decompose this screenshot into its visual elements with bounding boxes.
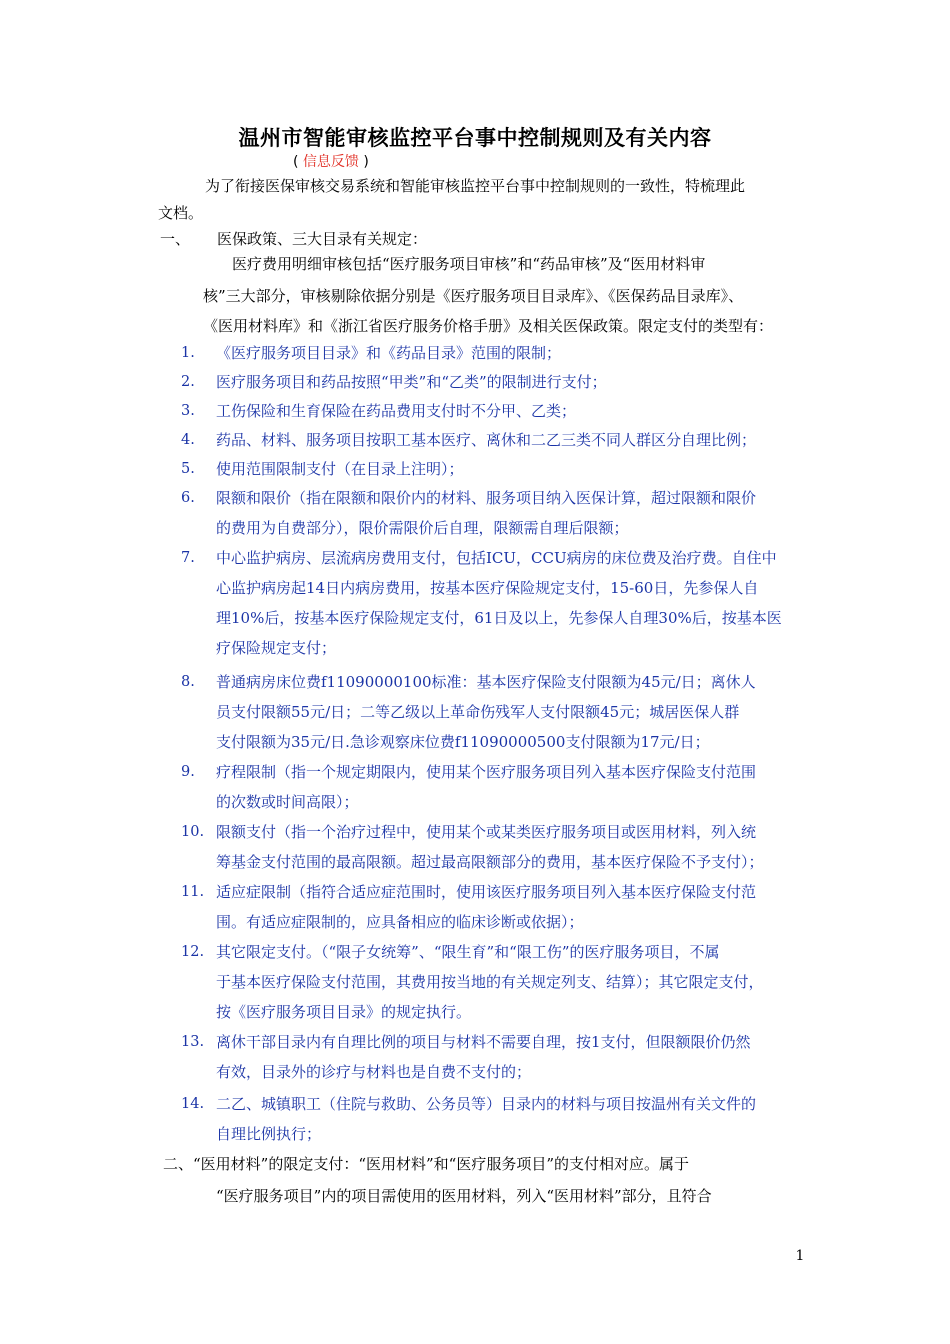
list-item-text: 二乙、城镇职工（住院与救助、公务员等）目录内的材料与项目按温州有关文件的 <box>216 1095 757 1113</box>
list-item-text: 其它限定支付。（“限子女统筹”、“限生育”和“限工伤”的医疗服务项目，不属 <box>216 943 720 961</box>
section-number: 一、 <box>160 230 191 248</box>
list-item-text: 疗保险规定支付； <box>216 639 337 657</box>
section2-line: 二、“医用材料”的限定支付：“医用材料”和“医疗服务项目”的支付相对应。属于 <box>163 1155 690 1173</box>
list-item-number: 3. <box>181 403 195 419</box>
list-item-text: 于基本医疗保险支付范围，其费用按当地的有关规定列支、结算）；其它限定支付， <box>216 973 764 991</box>
list-item-number: 10. <box>181 824 205 840</box>
list-item-text: 中心监护病房、层流病房费用支付，包括ICU，CCU病房的床位费及治疗费。自住中 <box>216 549 777 567</box>
list-item-text: 使用范围限制支付（在目录上注明）； <box>216 460 464 478</box>
list-item-number: 13. <box>181 1034 205 1050</box>
paragraph-line: 核”三大部分，审核剔除依据分别是《医疗服务项目目录库》、《医保药品目录库》、 <box>203 287 744 305</box>
list-item-text: 理10%后，按基本医疗保险规定支付，61日及以上，先参保人自理30%后，按基本医 <box>216 609 782 627</box>
list-item-text: 药品、材料、服务项目按职工基本医疗、离休和二乙三类不同人群区分自理比例； <box>216 431 757 449</box>
list-item-number: 5. <box>181 461 195 477</box>
list-item-number: 12. <box>181 944 205 960</box>
paragraph-line: 医疗费用明细审核包括“医疗服务项目审核”和“药品审核”及“医用材料审 <box>232 255 706 273</box>
list-item-text: 限额支付（指一个治疗过程中，使用某个或某类医疗服务项目或医用材料，列入统 <box>216 823 757 841</box>
list-item-number: 11. <box>181 884 205 900</box>
list-item-number: 6. <box>181 490 195 506</box>
list-item-number: 4. <box>181 432 195 448</box>
list-item-number: 14. <box>181 1096 205 1112</box>
feedback-open-paren: ( <box>293 154 299 170</box>
section2-line: “医疗服务项目”内的项目需使用的医用材料，列入“医用材料”部分，且符合 <box>216 1187 712 1205</box>
document-title: 温州市智能审核监控平台事中控制规则及有关内容 <box>238 126 712 150</box>
list-item-number: 9. <box>181 764 195 780</box>
list-item-text: 有效，目录外的诊疗与材料也是自费不支付的； <box>216 1063 532 1081</box>
list-item-number: 1. <box>181 345 195 361</box>
paragraph-line: 《医用材料库》和《浙江省医疗服务价格手册》及相关医保政策。限定支付的类型有： <box>203 317 774 335</box>
list-item-text: 适应症限制（指符合适应症范围时，使用该医疗服务项目列入基本医疗保险支付范 <box>216 883 757 901</box>
list-item-text: 员支付限额55元/日；二等乙级以上革命伤残军人支付限额45元；城居医保人群 <box>216 703 740 721</box>
list-item-text: 围。有适应症限制的，应具备相应的临床诊断或依据）； <box>216 913 584 931</box>
list-item-number: 2. <box>181 374 195 390</box>
list-item-text: 疗程限制（指一个规定期限内，使用某个医疗服务项目列入基本医疗保险支付范围 <box>216 763 757 781</box>
list-item-text: 离休干部目录内有自理比例的项目与材料不需要自理，按1支付，但限额限价仍然 <box>216 1033 751 1051</box>
feedback-note <box>293 151 369 171</box>
page-number: 1 <box>795 1248 805 1264</box>
list-item-number: 8. <box>181 674 195 690</box>
list-item-text: 支付限额为35元/日.急诊观察床位费f11090000500支付限额为17元/日； <box>216 733 710 751</box>
list-item-text: 限额和限价（指在限额和限价内的材料、服务项目纳入医保计算，超过限额和限价 <box>216 489 757 507</box>
list-item-text: 工伤保险和生育保险在药品费用支付时不分甲、乙类； <box>216 402 577 420</box>
list-item-text: 《医疗服务项目目录》和《药品目录》范围的限制； <box>216 344 562 362</box>
intro-line: 为了衔接医保审核交易系统和智能审核监控平台事中控制规则的一致性，特梳理此 <box>205 177 746 195</box>
list-item-text: 筹基金支付范围的最高限额。超过最高限额部分的费用，基本医疗保险不予支付）； <box>216 853 764 871</box>
list-item-number: 7. <box>181 550 195 566</box>
list-item-text: 按《医疗服务项目目录》的规定执行。 <box>216 1003 472 1021</box>
list-item-text: 普通病房床位费f11090000100标准：基本医疗保险支付限额为45元/日；离休人 <box>216 673 756 691</box>
list-item-text: 心监护病房起14日内病房费用，按基本医疗保险规定支付，15-60日，先参保人自 <box>216 579 759 597</box>
list-item-text: 自理比例执行； <box>216 1125 322 1143</box>
section-heading: 医保政策、三大目录有关规定： <box>217 230 428 248</box>
intro-line: 文档。 <box>158 204 204 222</box>
feedback-close-paren: ) <box>363 154 369 170</box>
list-item-text: 医疗服务项目和药品按照“甲类”和“乙类”的限制进行支付； <box>216 373 607 391</box>
list-item-text: 的费用为自费部分），限价需限价后自理，限额需自理后限额； <box>216 519 629 537</box>
feedback-link[interactable]: 信息反馈 <box>302 154 359 170</box>
list-item-text: 的次数或时间高限）； <box>216 793 359 811</box>
